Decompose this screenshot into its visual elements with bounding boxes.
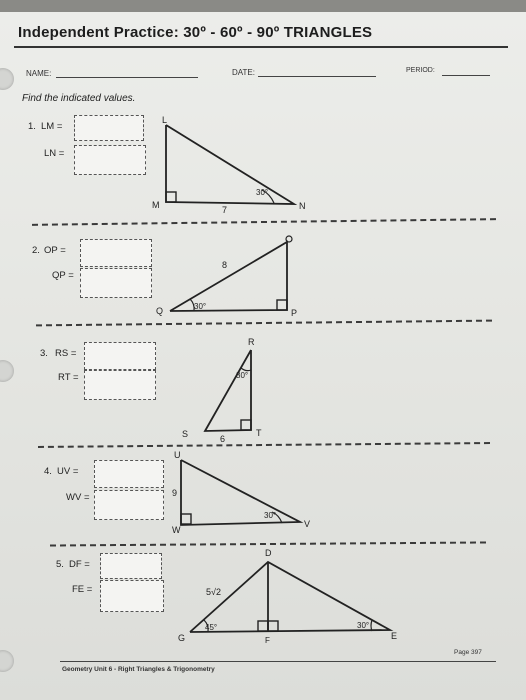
question-qp: QP = [52,270,74,281]
right-angle-mark [181,514,191,524]
triangle-uvw [181,460,300,525]
angle-label: 30° [357,621,370,630]
vertex-label-d: D [265,548,272,558]
vertex-label-f: F [265,636,270,645]
triangle-1-outline [166,125,294,204]
question-df: DF = [69,559,90,570]
question-ln: LN = [44,148,65,159]
side-label: 6 [220,434,226,444]
angle-label: 45° [205,623,218,632]
question-wv: WV = [66,492,90,503]
triangle-3-outline [205,350,251,431]
vertex-label-s: S [182,429,189,439]
problem-number: 5. [56,559,64,570]
period-label: PERIOD: [406,67,435,74]
page-title: Independent Practice: 30º - 60º - 90º TRIANGLES [18,24,373,41]
side-label: 8 [222,260,228,270]
right-angle-mark [166,192,176,202]
vertex-label-v: V [304,519,311,529]
question-rs: RS = [55,348,77,359]
problem-number: 1. [28,121,36,132]
triangle-lmn [166,125,294,204]
question-uv: UV = [57,466,79,477]
vertex-label-q: Q [156,306,164,316]
right-angle-mark [268,621,278,631]
page-number: Page 397 [454,649,482,656]
problem-number: 2. [32,245,40,256]
angle-label: 30° [236,371,249,380]
side-label: 5√2 [206,587,221,597]
right-angle-mark [277,300,287,310]
vertex-label-w: W [172,525,181,535]
problem-number: 4. [44,466,52,477]
angle-arc [371,620,372,631]
side-label: 7 [222,205,228,215]
triangle-rst [205,350,251,431]
name-label: NAME: [26,69,52,78]
vertex-label-t: T [256,428,262,438]
angle-label: 30° [264,511,277,520]
triangle-opq [170,242,287,311]
footer-rule [60,661,496,662]
question-rt: RT = [58,372,79,383]
vertex-label-e: E [391,631,398,641]
side-label: 9 [172,488,178,498]
right-angle-mark [258,621,268,631]
vertex-label-n: N [299,201,306,211]
vertex-label-p: P [291,308,298,318]
question-op: OP = [44,245,66,256]
vertex-label-l: L [162,115,168,125]
question-fe: FE = [72,584,93,595]
vertex-label-r: R [248,337,255,347]
vertex-label-m: M [152,200,160,210]
instructions: Find the indicated values. [22,93,136,104]
right-angle-mark [241,420,251,430]
vertex-label-g: G [178,633,186,643]
angle-label: 30° [194,302,207,311]
triangle-2-outline [170,242,287,311]
problem-number: 3. [40,348,48,359]
question-lm: LM = [41,121,63,132]
footer-course-label: Geometry Unit 6 - Right Triangles & Trigonometry [62,666,215,673]
vertex-label-u: U [174,450,181,460]
date-label: DATE: [232,68,255,77]
triangle-4-outline [181,460,300,525]
angle-label: 30° [256,188,269,197]
vertex-o-dot [286,236,292,242]
